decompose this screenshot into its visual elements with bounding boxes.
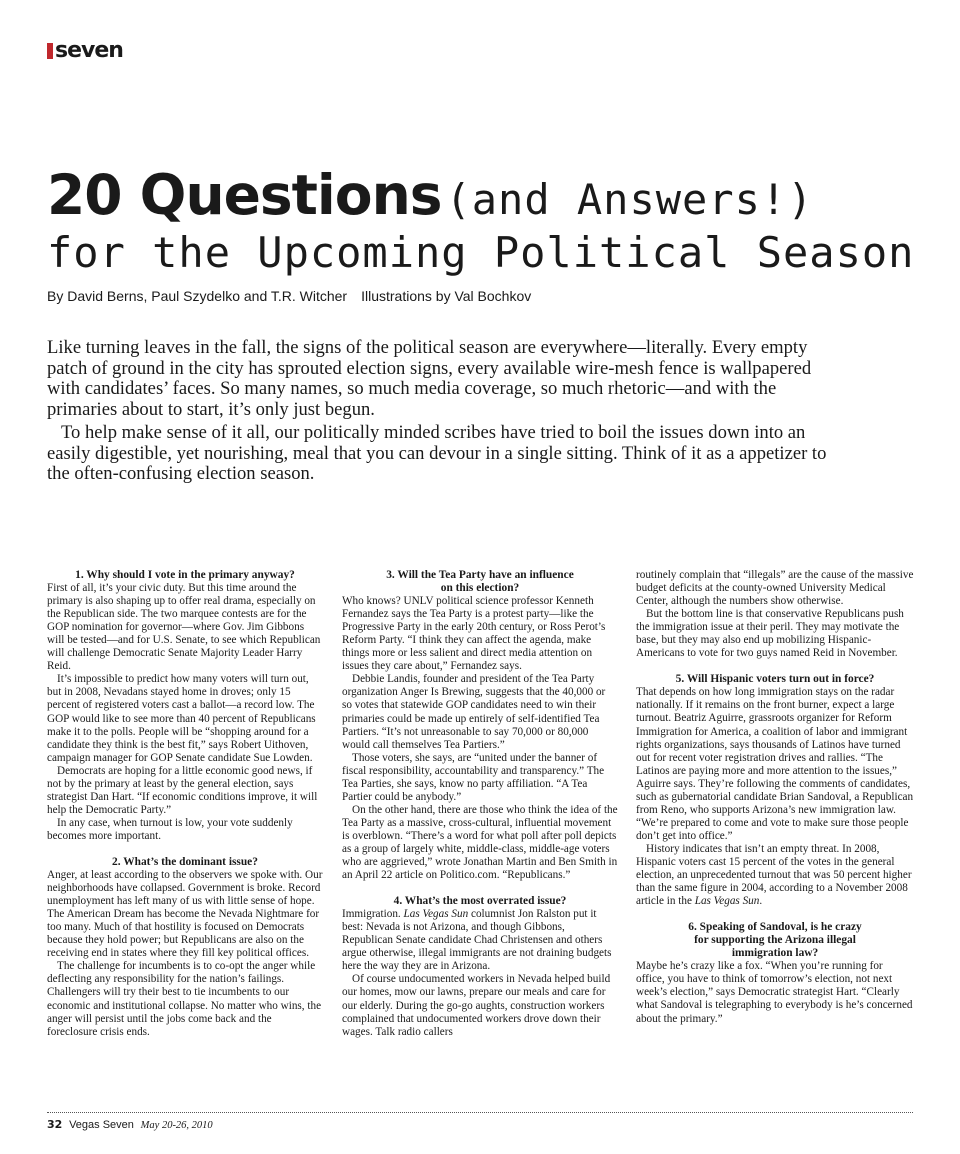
- heading-line: 3. Will the Tea Party have an influence: [386, 569, 574, 581]
- body-paragraph: Debbie Landis, founder and president of the Tea Party organization Anger Is Brewing, suggests that the 40,000 or so votes that statewide GOP candidates need to win their primaries could be made up entirely of self-identified Tea Partiers. “It’s not unreasonable to say 70,000 or 80,000 would call themselves Tea Partiers.”: [342, 673, 606, 751]
- issue-date: May 20-26, 2010: [140, 1120, 213, 1131]
- heading-line: immigration law?: [731, 947, 819, 960]
- page-footer: [47, 1118, 213, 1131]
- page-number: 32: [47, 1118, 63, 1131]
- intro-paragraph: To help make sense of it all, our politically minded scribes have tried to boil the issues down into an easily digestible, yet nourishing, meal that you can devour in a single sitting. Think of it as a appetizer to the often-confusing election season.: [47, 422, 827, 484]
- headline-line-1: [47, 163, 814, 227]
- footer-divider: [47, 1112, 913, 1113]
- logo-text: seven: [55, 38, 123, 63]
- byline-authors: By David Berns, Paul Szydelko and T.R. Witcher: [47, 288, 348, 304]
- column-1: [47, 569, 323, 1039]
- byline-illustrations: Illustrations by Val Bochkov: [361, 288, 532, 304]
- intro-paragraph: Like turning leaves in the fall, the signs of the political season are everywhere—literally. Every empty patch of ground in the city has sprouted election signs, every available wire-mesh fence is wallpapered with candidates’ faces. So many names, so much media coverage, so much rhetoric—and with the primaries about to start, it’s only just begun.: [47, 337, 812, 420]
- text-run: columnist Jon Ralston put it best: Nevada is not Arizona, and though Gibbons, Republican Senate candidate Chad Christensen and others argue otherwise, illegal immigrants are not draining budgets here the way they are in Arizona.: [342, 908, 612, 973]
- body-paragraph: Of course undocumented workers in Nevada helped build our homes, mow our lawns, prepare our meals and care for our elderly. During the go-go aughts, construction workers complained that undocumented workers drove down their wages. Talk radio callers: [342, 973, 611, 1038]
- column-3: [636, 569, 914, 1026]
- question-heading: 4. What’s the most overrated issue?: [393, 895, 567, 908]
- headline-bold: 20 Questions: [47, 163, 442, 227]
- heading-line: on this election?: [440, 582, 520, 595]
- question-heading: 1. Why should I vote in the primary anyway?: [75, 569, 295, 581]
- body-paragraph: On the other hand, there are those who think the idea of the Tea Party as a massive, cross-cultural, influential movement is overblown. “There’s a word for what poll after poll depicts as a group of largely white, middle-class, middle-age voters who are aggrieved,” wrote Jonathan Martin and Ben Smith in an April 22 article on Politico.com. “Republicans.”: [342, 803, 618, 882]
- body-paragraph: It’s impossible to predict how many voters will turn out, but in 2008, Nevadans stayed home in droves; only 15 percent of registered voters cast a ballot—a record low. The GOP would like to see more than 40 percent of Republicans make it to the polls. People will be “shopping around for a candidate they think is the best fit,” says Robert Uithoven, campaign manager for GOP Senate candidate Sue Lowden.: [47, 673, 316, 764]
- headline-line-2: for the Upcoming Political Season: [47, 228, 915, 277]
- column-2: [342, 569, 618, 1039]
- logo-bar: [47, 43, 53, 59]
- body-paragraph: Anger, at least according to the observers we spoke with. Our neighborhoods have collapsed. Government is broke. Record unemployment has left many of us with little sense of hope. The American Dream has become the Nevada Nightmare for too many. Much of that hostility is focused on Democrats because they hold power; but Republicans are also on the receiving end in states where they fill key political offices.: [47, 869, 323, 960]
- body-paragraph: First of all, it’s your civic duty. But this time around the primary is also shaping up to offer real drama, especially on the Republican side. The two marquee contests are for the GOP nomination for governor—where Gov. Jim Gibbons will be tested—and for U.S. Senate, to see which Republican will challenge Democratic Senate Majority Leader Harry Reid.: [47, 582, 321, 673]
- intro: [47, 338, 847, 485]
- text-run: .: [759, 895, 763, 908]
- magazine-name: Vegas Seven: [69, 1119, 134, 1131]
- question-heading: [636, 921, 914, 960]
- question-heading: [342, 569, 618, 595]
- body-paragraph: routinely complain that “illegals” are the cause of the massive budget deficits at the county-owned University Medical Center, although the numbers show otherwise.: [636, 569, 914, 608]
- byline: [47, 288, 531, 304]
- publication-name: Las Vegas Sun: [694, 895, 760, 908]
- body-paragraph: The challenge for incumbents is to co-opt the anger while deflecting any responsibility for the nation’s failings. Challengers will try their best to tie incumbents to our economic and institutional collapse. No matter who wins, the anger will persist until the jobs come back and the foreclosure crisis ends.: [47, 960, 322, 1038]
- text-run: Immigration.: [342, 908, 404, 921]
- heading-line: for supporting the Arizona illegal: [694, 934, 856, 947]
- body-paragraph: [636, 843, 914, 908]
- body-paragraph: Who knows? UNLV political science professor Kenneth Fernandez says the Tea Party is a protest party—like the Progressive Party in the early 20th century, or Ross Perot’s Reform Party. “I think they can affect the agenda, make things more or less salient and direct media attention on issues they care about,” Fernandez says.: [342, 595, 606, 673]
- masthead-logo: [47, 40, 123, 62]
- question-heading: 2. What’s the dominant issue?: [112, 855, 258, 868]
- body-paragraph: Maybe he’s crazy like a fox. “When you’re running for office, you have to think of tomorrow’s election, not next week’s election,” says Democratic strategist Hart. “Clearly what Sandoval is telegraphing to everybody is he’s concerned about the primary.”: [636, 960, 913, 1025]
- publication-name: Las Vegas Sun: [403, 908, 469, 921]
- headline-parenthetical: (and Answers!): [445, 175, 814, 224]
- heading-line: 6. Speaking of Sandoval, is he crazy: [688, 921, 862, 934]
- body-paragraph: But the bottom line is that conservative Republicans push the immigration issue at their peril. They may motivate the base, but they may also end up mobilizing Hispanic-Americans to vote for two guys named Reid in November.: [636, 608, 904, 660]
- question-heading: 5. Will Hispanic voters turn out in force?: [675, 673, 875, 686]
- body-paragraph: In any case, when turnout is low, your vote suddenly becomes more important.: [47, 816, 293, 842]
- body-paragraph: That depends on how long immigration stays on the radar nationally. If it remains on the front burner, expect a large turnout. Beatriz Aguirre, grassroots organizer for Reform Immigration for America, a coalition of labor and immigrant rights organizations, says thousands of Latinos have turned out for recent voter registration drives and rallies. “The Latinos are paying more and more attention to the issues,” Aguirre says. They’re following the comments of candidates, such as gubernatorial candidate Brian Sandoval, a Republican from Reno, who supports Arizona’s new immigration law. “We’re prepared to come and vote to make sure those people don’t get into office.”: [636, 686, 914, 842]
- body-paragraph: Democrats are hoping for a little economic good news, if not by the primary at least by the general election, says strategist Dan Hart. “If economic conditions improve, it will help the Democratic Party.”: [47, 764, 318, 816]
- body-paragraph: Those voters, she says, are “united under the banner of fiscal responsibility, accountability and transparency.” The Tea Parties, she says, know no party affiliation. “A Tea Partier could be anybody.”: [342, 751, 605, 803]
- body-paragraph: [342, 908, 618, 973]
- text-run: History indicates that isn’t an empty threat. In 2008, Hispanic voters cast 15 percent of the votes in the general election, an unprecedented turnout that was 50 percent higher than the same figure in 2004, according to a November 2008 article in the: [636, 842, 912, 908]
